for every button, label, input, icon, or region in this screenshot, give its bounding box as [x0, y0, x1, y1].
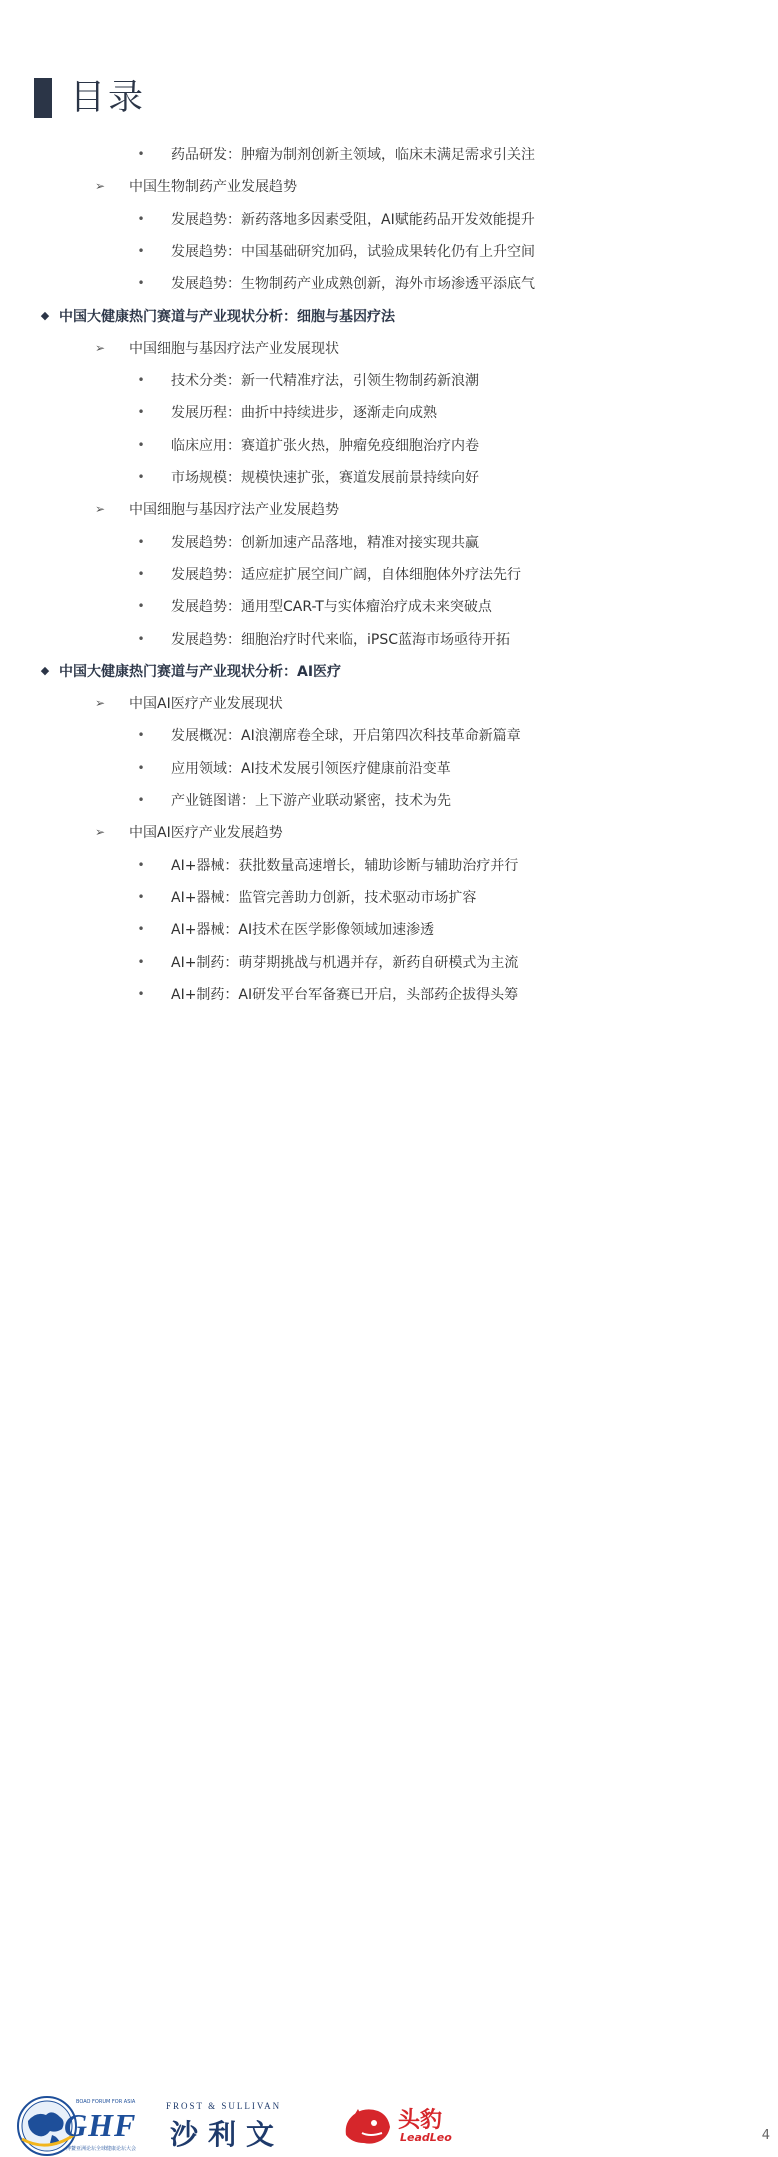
toc-item-text: AI+器械：监管完善助力创新，技术驱动市场扩容 — [171, 889, 477, 906]
dot-bullet-icon: • — [137, 889, 145, 904]
leadleo-logo — [342, 2103, 462, 2151]
dot-bullet-icon: • — [137, 211, 145, 226]
toc-item-text: 中国AI医疗产业发展趋势 — [129, 825, 283, 842]
ghf-top-text: BOAO FORUM FOR ASIA — [76, 2099, 136, 2105]
toc-item-text: 技术分类：新一代精准疗法，引领生物制药新浪潮 — [171, 373, 479, 390]
toc-item-text: 发展概况：AI浪潮席卷全球，开启第四次科技革命新篇章 — [171, 728, 521, 745]
arrow-bullet-icon: ➢ — [94, 340, 106, 355]
toc-item-text: 发展趋势：通用型CAR-T与实体瘤治疗成未来突破点 — [171, 599, 492, 616]
arrow-bullet-icon: ➢ — [94, 696, 106, 711]
dot-bullet-icon: • — [137, 405, 145, 420]
toc-item-text: 市场规模：规模快速扩张，赛道发展前景持续向好 — [171, 470, 479, 486]
ghf-logo-text: GHF — [64, 2107, 137, 2143]
dot-bullet-icon: • — [137, 243, 145, 258]
toc-item-text: AI+制药：萌芽期挑战与机遇并存，新药自研模式为主流 — [171, 954, 519, 971]
toc-item-text: 发展趋势：细胞治疗时代来临，iPSC蓝海市场亟待开拓 — [171, 631, 510, 648]
toc-item-text: AI+制药：AI研发平台军备赛已开启，头部药企拔得头筹 — [171, 986, 519, 1003]
toc-item-text: 发展趋势：生物制药产业成熟创新，海外市场渗透平添底气 — [171, 276, 535, 293]
leadleo-en: LeadLeo — [400, 2131, 452, 2144]
toc-item-text: 发展趋势：中国基础研究加码，试验成果转化仍有上升空间 — [171, 243, 535, 260]
footer — [0, 1045, 778, 2152]
toc-item-text: 发展趋势：适应症扩展空间广阔，自体细胞体外疗法先行 — [171, 566, 521, 583]
dot-bullet-icon: • — [137, 986, 145, 1001]
toc-item-text: AI+器械：AI技术在医学影像领域加速渗透 — [171, 922, 435, 939]
dot-bullet-icon: • — [137, 147, 145, 161]
frost-sullivan-logo — [166, 2101, 326, 2151]
arrow-bullet-icon: ➢ — [94, 179, 106, 194]
dot-bullet-icon: • — [137, 631, 145, 646]
dot-bullet-icon: • — [137, 728, 145, 743]
dot-bullet-icon: • — [137, 373, 145, 388]
dot-bullet-icon: • — [137, 760, 145, 775]
dot-bullet-icon: • — [137, 534, 145, 549]
toc-item-text: 中国细胞与基因疗法产业发展趋势 — [129, 502, 339, 519]
toc-item-text: 发展趋势：新药落地多因素受阻，AI赋能药品开发效能提升 — [171, 211, 535, 228]
dot-bullet-icon: • — [137, 470, 145, 484]
toc-item-text: 产业链图谱：上下游产业联动紧密，技术为先 — [171, 793, 451, 809]
leadleo-cn: 头豹 — [398, 2108, 443, 2133]
ghf-logo — [16, 2095, 156, 2157]
toc-item-text: AI+器械：获批数量高速增长，辅助诊断与辅助治疗并行 — [171, 857, 519, 874]
dot-bullet-icon: • — [137, 599, 145, 614]
toc-item-text: 中国AI医疗产业发展现状 — [129, 696, 283, 713]
dot-bullet-icon: • — [137, 857, 145, 872]
diamond-bullet-icon: ◆ — [40, 664, 50, 678]
dot-bullet-icon: • — [137, 437, 145, 452]
dot-bullet-icon: • — [137, 566, 145, 581]
toc-item-text: 应用领域：AI技术发展引领医疗健康前沿变革 — [171, 760, 451, 777]
title-accent-bar — [34, 78, 52, 118]
dot-bullet-icon: • — [137, 276, 145, 291]
dot-bullet-icon: • — [137, 922, 145, 937]
leopard-icon — [342, 2105, 392, 2147]
frost-sullivan-cn: 沙利文 — [170, 2118, 285, 2151]
arrow-bullet-icon: ➢ — [94, 502, 106, 517]
ghf-bottom-text: 博鳌亚洲论坛全球健康论坛大会 — [66, 2146, 137, 2152]
toc-item-text: 中国大健康热门赛道与产业现状分析：AI医疗 — [59, 663, 342, 680]
toc-item-text: 中国大健康热门赛道与产业现状分析：细胞与基因疗法 — [59, 308, 395, 325]
page-number: 4 — [761, 2128, 770, 2143]
toc-item-text: 临床应用：赛道扩张火热，肿瘤免疫细胞治疗内卷 — [171, 437, 479, 454]
toc-item-text: 发展历程：曲折中持续进步，逐渐走向成熟 — [171, 405, 437, 422]
toc-item-text: 药品研发：肿瘤为制剂创新主领域，临床未满足需求引关注 — [171, 147, 535, 163]
page-title — [34, 78, 146, 118]
dot-bullet-icon: • — [137, 954, 145, 969]
page-title-text: 目录 — [70, 78, 147, 118]
toc-item-text: 发展趋势：创新加速产品落地，精准对接实现共赢 — [171, 534, 479, 551]
frost-sullivan-en: FROST & SULLIVAN — [166, 2101, 282, 2111]
toc-item-text: 中国生物制药产业发展趋势 — [129, 179, 297, 196]
toc-item-text: 中国细胞与基因疗法产业发展现状 — [129, 340, 339, 357]
diamond-bullet-icon: ◆ — [40, 309, 50, 322]
dot-bullet-icon: • — [137, 793, 145, 807]
arrow-bullet-icon: ➢ — [94, 825, 106, 840]
